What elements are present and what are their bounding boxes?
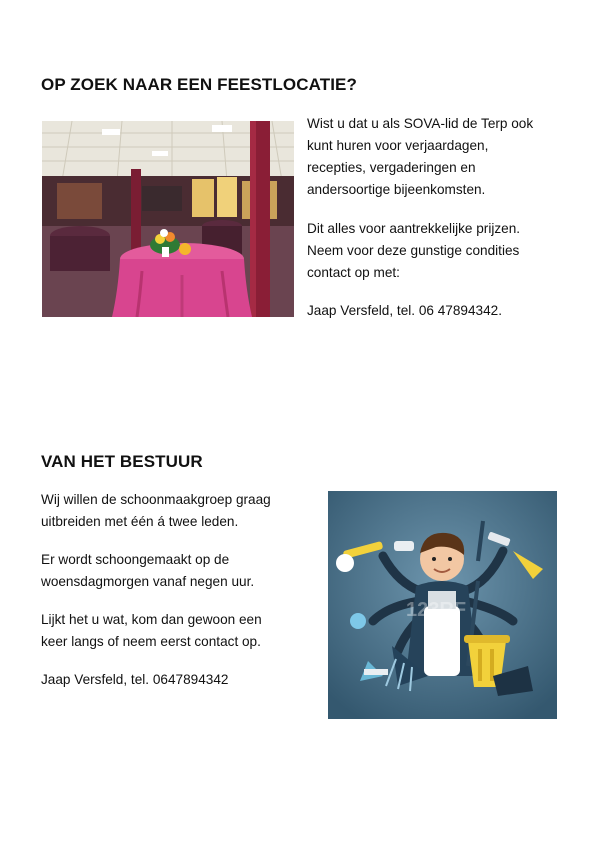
contact-line-2: Jaap Versfeld, tel. 0647894342 — [41, 672, 229, 687]
bestuur-paragraph-2 — [41, 549, 254, 593]
text-line: Er wordt schoongemaakt op de — [41, 552, 230, 567]
bestuur-paragraph-1 — [41, 489, 271, 533]
text-line: Neem voor deze gunstige condities — [307, 243, 520, 258]
intro-paragraph — [307, 113, 533, 201]
watermark-text: 123RF — [406, 599, 467, 621]
text-line: keer langs of neem eerst contact op. — [41, 634, 261, 649]
text-line: contact op met: — [307, 265, 400, 280]
text-line: andersoortige bijeenkomsten. — [307, 182, 486, 197]
cleaner-illustration — [328, 491, 557, 719]
party-hall-photo — [42, 121, 294, 317]
text-line: Wij willen de schoonmaakgroep graag — [41, 492, 271, 507]
section-heading-bestuur: VAN HET BESTUUR — [41, 452, 203, 471]
text-line: uitbreiden met één á twee leden. — [41, 514, 239, 529]
contact-line-1: Jaap Versfeld, tel. 06 47894342. — [307, 303, 502, 318]
text-line: kunt huren voor verjaardagen, — [307, 138, 489, 153]
text-line: Wist u dat u als SOVA-lid de Terp ook — [307, 116, 534, 131]
text-line: recepties, vergaderingen en — [307, 160, 476, 175]
text-line: Lijkt het u wat, kom dan gewoon een — [41, 612, 262, 627]
pricing-paragraph — [307, 218, 520, 284]
text-line: Dit alles voor aantrekkelijke prijzen. — [307, 221, 521, 236]
bestuur-paragraph-3 — [41, 609, 262, 653]
text-line: woensdagmorgen vanaf negen uur. — [41, 574, 255, 589]
section-heading-feestlocatie: OP ZOEK NAAR EEN FEESTLOCATIE? — [41, 75, 357, 94]
